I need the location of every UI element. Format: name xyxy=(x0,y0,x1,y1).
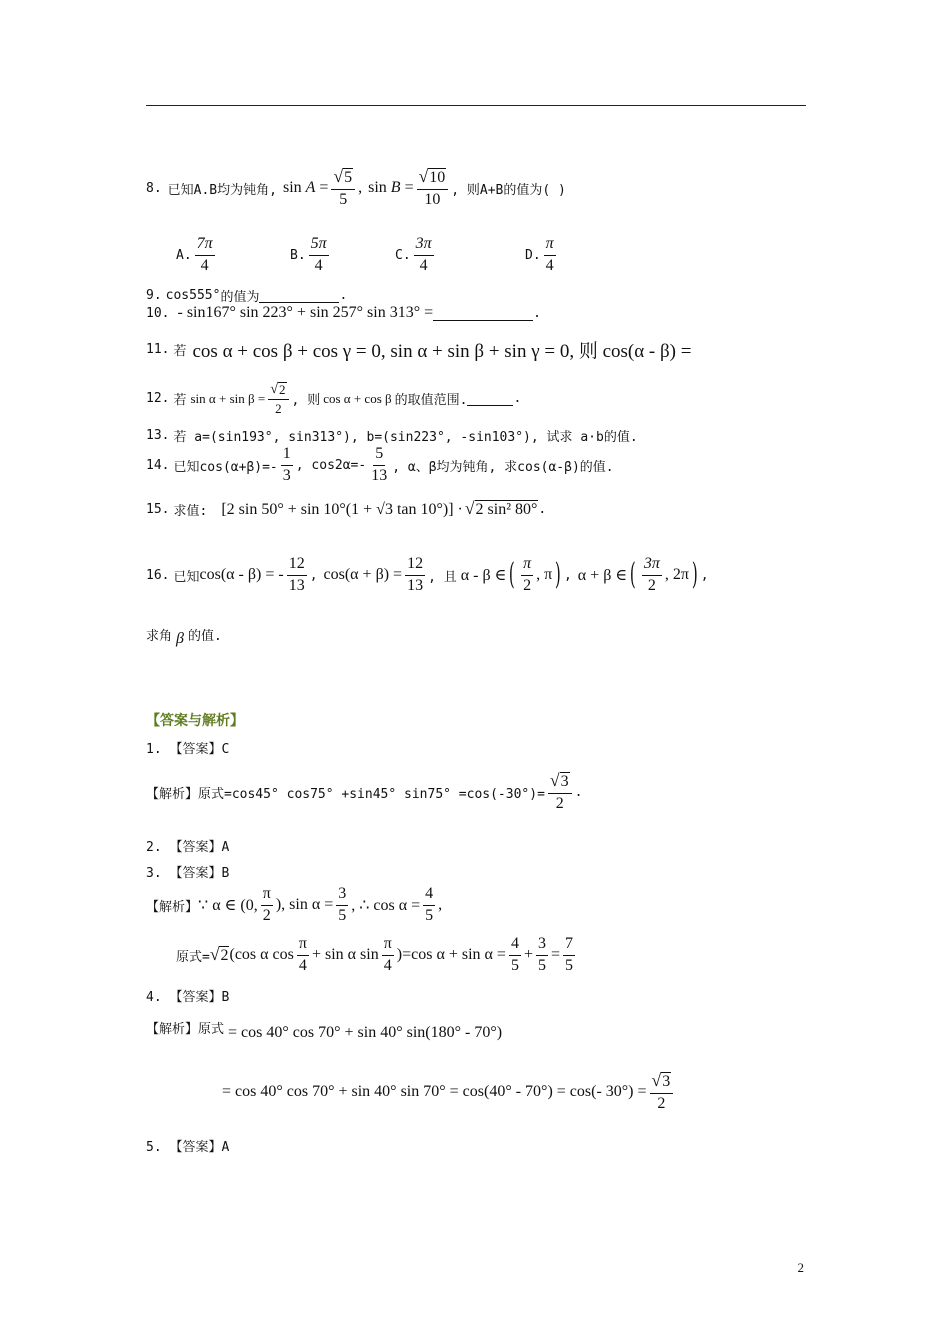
answer-4: 4. 【答案】B xyxy=(146,990,230,1005)
question-9: 9. cos555° 的值为 . xyxy=(146,288,348,305)
answer-2: 2. 【答案】A xyxy=(146,840,230,855)
answer-3: 3. 【答案】B xyxy=(146,866,230,881)
sin-b-expr: sin B = xyxy=(368,179,414,197)
question-10: 10. - sin167° sin 223° + sin 257° sin 313° = . xyxy=(146,304,541,321)
question-12: 12. 若 sin α + sin β = √ 2 2 , 则 cos α + cos β 的取值范围. . xyxy=(146,381,522,417)
fraction: √ 5 5 xyxy=(331,168,355,209)
question-number: 8. xyxy=(146,180,162,196)
answer-3-explanation: 【解析】 ∵ α ∈ (0, $\frac{\pi}{2}$ ), sin α = $\frac{3}{5}$ , ∴ cos α = $\frac{4}{5}$ , xyxy=(146,885,443,924)
answer-blank xyxy=(433,306,533,321)
question-16: 16. 已知 cos(α - β) = - $\frac{12}{13}$ , cos(α + β) = $\frac{12}{13}$ , 且 α - β ∈ ( $\frac{\pi}{2}$ , π ) , α + β ∈ ( $\frac{3\pi}{2}$ , 2π ) , xyxy=(146,555,709,594)
question-text: 已知A.B均为钝角, xyxy=(167,182,277,198)
answer-1-explanation: 【解析】原式=cos45° cos75° +sin45° sin75° =cos(-30°)= √ 3 2 . xyxy=(146,770,583,812)
question-11: 11. 若 cos α + cos β + cos γ = 0, sin α + sin β + sin γ = 0, 则 cos(α - β) = xyxy=(146,341,692,362)
q8-option-d: D. $\frac{\pi}{4}$ xyxy=(525,235,554,274)
q8-option-c: C. $\frac{3\pi}{4}$ xyxy=(395,235,432,274)
header-rule xyxy=(146,105,806,106)
answer-5: 5. 【答案】A xyxy=(146,1140,230,1155)
answer-1: 1. 【答案】C xyxy=(146,742,230,757)
fraction: √ 10 10 xyxy=(417,168,449,209)
question-14: 14. 已知cos(α+β)=- $\frac{1}{3}$ , cos2α=- $\frac{5}{13}$ , α、β均为钝角, 求cos(α-β)的值. xyxy=(146,445,614,484)
question-16-line2: 求角 β 的值. xyxy=(146,628,222,647)
answer-blank xyxy=(467,391,513,406)
answers-heading: 【答案与解析】 xyxy=(146,713,244,729)
q8-option-a: A. $\frac{7\pi}{4}$ xyxy=(176,235,213,274)
question-15: 15. 求值: [2 sin 50° + sin 10°(1 + √3 tan 10°)] · √ 2 sin² 80° . xyxy=(146,498,547,519)
question-tail: , 则A+B的值为( ) xyxy=(451,182,566,198)
page-number: 2 xyxy=(797,1260,804,1275)
answer-4-explanation: 【解析】原式 = cos 40° cos 70° + sin 40° sin(180° - 70°) xyxy=(146,1021,503,1041)
comma: , xyxy=(358,179,363,197)
answer-3-derivation: 原式= √ 2 (cos α cos $\frac{\pi}{4}$ + sin α sin $\frac{\pi}{4}$ )=cos α + sin α = $\frac{4}{5}$ + $\frac{3}{5}$ = $\frac{7}{5}$ xyxy=(176,935,573,974)
q8-option-b: B. $\frac{5\pi}{4}$ xyxy=(290,235,327,274)
question-13: 13. 若 a=(sin193°, sin313°), b=(sin223°, -sin103°), 试求 a·b的值. xyxy=(146,428,638,445)
answer-blank xyxy=(259,288,339,303)
answer-4-derivation: = cos 40° cos 70° + sin 40° sin 70° = cos(40° - 70°) = cos(- 30°) = √ 3 2 xyxy=(222,1072,676,1113)
question-8 xyxy=(146,168,566,209)
sin-a-expr: sin A = xyxy=(282,179,329,197)
